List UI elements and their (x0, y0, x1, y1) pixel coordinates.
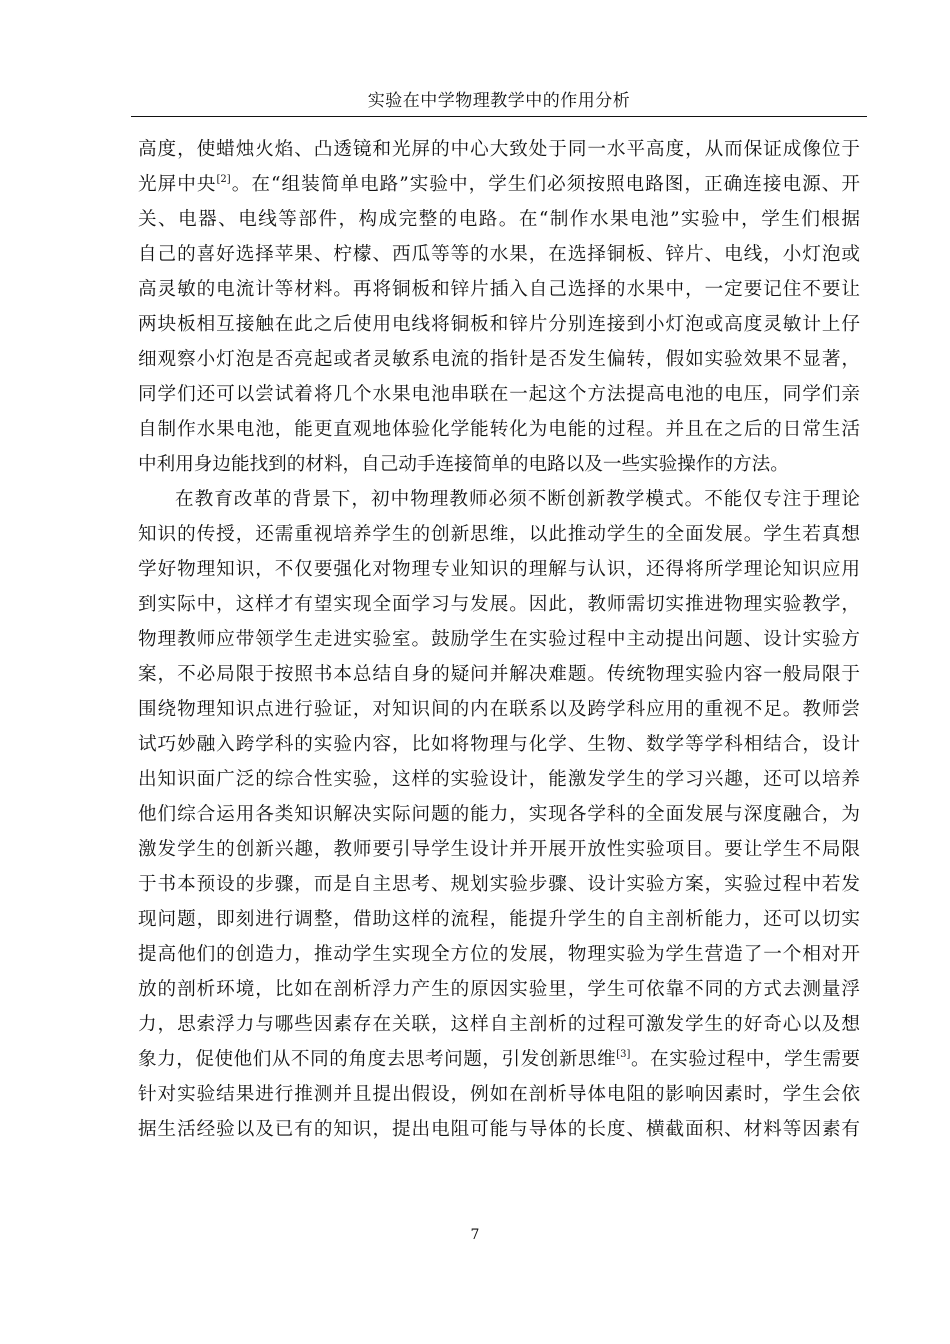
body-line: 自制作水果电池，能更直观地体验化学能转化为电能的过程。并且在之后的日常生活 (138, 419, 860, 440)
body-line: 到实际中，这样才有望实现全面学习与发展。因此，教师需切实推进物理实验教学， (138, 594, 860, 615)
body-line: 出知识面广泛的综合性实验，这样的实验设计，能激发学生的学习兴趣，还可以培养 (138, 769, 860, 790)
body-line: 物理教师应带领学生走进实验室。鼓励学生在实验过程中主动提出问题、设计实验方 (138, 629, 860, 650)
body-line: 两块板相互接触在此之后使用电线将铜板和锌片分别连接到小灯泡或高度灵敏计上仔 (138, 314, 860, 335)
header-rule (131, 116, 867, 117)
citation-ref: [3] (616, 1049, 631, 1060)
body-line: 于书本预设的步骤，而是自主思考、规划实验步骤、设计实验方案，实验过程中若发 (138, 874, 860, 895)
body-text: 。在实验过程中，学生需要 (630, 1049, 860, 1070)
body-line: 关、电器、电线等部件，构成完整的电路。在“制作水果电池”实验中，学生们根据 (138, 209, 860, 230)
body-line: 学好物理知识，不仅要强化对物理专业知识的理解与认识，还得将所学理论知识应用 (138, 559, 860, 580)
page-number: 7 (470, 1227, 480, 1243)
body-line: 激发学生的创新兴趣，教师要引导学生设计并开展开放性实验项目。要让学生不局限 (138, 839, 860, 860)
body-line: 高灵敏的电流计等材料。再将铜板和锌片插入自己选择的水果中，一定要记住不要让 (138, 279, 860, 300)
body-line: 围绕物理知识点进行验证，对知识间的内在联系以及跨学科应用的重视不足。教师尝 (138, 699, 860, 720)
body-text: 象力，促使他们从不同的角度去思考问题，引发创新思维 (138, 1049, 617, 1070)
body-line: 据生活经验以及已有的知识，提出电阻可能与导体的长度、横截面积、材料等因素有 (138, 1119, 860, 1140)
body-line: 现问题，即刻进行调整，借助这样的流程，能提升学生的自主剖析能力，还可以切实 (138, 909, 860, 930)
body-line: 提高他们的创造力，推动学生实现全方位的发展，物理实验为学生营造了一个相对开 (138, 944, 860, 965)
citation-ref: [2] (216, 174, 231, 185)
body-line (138, 172, 860, 198)
body-line: 试巧妙融入跨学科的实验内容，比如将物理与化学、生物、数学等学科相结合，设计 (138, 734, 860, 755)
running-header-title: 实验在中学物理教学中的作用分析 (367, 91, 631, 111)
body-line: 针对实验结果进行推测并且提出假设，例如在剖析导体电阻的影响因素时，学生会依 (138, 1084, 860, 1105)
body-line: 力，思索浮力与哪些因素存在关联，这样自主剖析的过程可激发学生的好奇心以及想 (138, 1014, 860, 1035)
body-line (138, 1047, 860, 1073)
body-line: 中利用身边能找到的材料，自己动手连接简单的电路以及一些实验操作的方法。 (138, 454, 789, 475)
body-line: 他们综合运用各类知识解决实际问题的能力，实现各学科的全面发展与深度融合，为 (138, 804, 860, 825)
body-line: 在教育改革的背景下，初中物理教师必须不断创新教学模式。不能仅专注于理论 (175, 489, 860, 510)
body-line: 细观察小灯泡是否亮起或者灵敏系电流的指针是否发生偏转，假如实验效果不显著， (138, 349, 860, 370)
body-line: 同学们还可以尝试着将几个水果电池串联在一起这个方法提高电池的电压，同学们亲 (138, 384, 860, 405)
body-line: 知识的传授，还需重视培养学生的创新思维，以此推动学生的全面发展。学生若真想 (138, 524, 860, 545)
body-line: 自己的喜好选择苹果、柠檬、西瓜等等的水果，在选择铜板、锌片、电线，小灯泡或 (138, 244, 860, 265)
body-line: 高度，使蜡烛火焰、凸透镜和光屏的中心大致处于同一水平高度，从而保证成像位于 (138, 139, 860, 160)
body-text: 光屏中央 (138, 174, 217, 195)
body-text: 。在“组装简单电路”实验中，学生们必须按照电路图，正确连接电源、开 (230, 174, 860, 195)
body-line: 放的剖析环境，比如在剖析浮力产生的原因实验里，学生可依靠不同的方式去测量浮 (138, 979, 860, 1000)
body-line: 案，不必局限于按照书本总结自身的疑问并解决难题。传统物理实验内容一般局限于 (138, 664, 860, 685)
